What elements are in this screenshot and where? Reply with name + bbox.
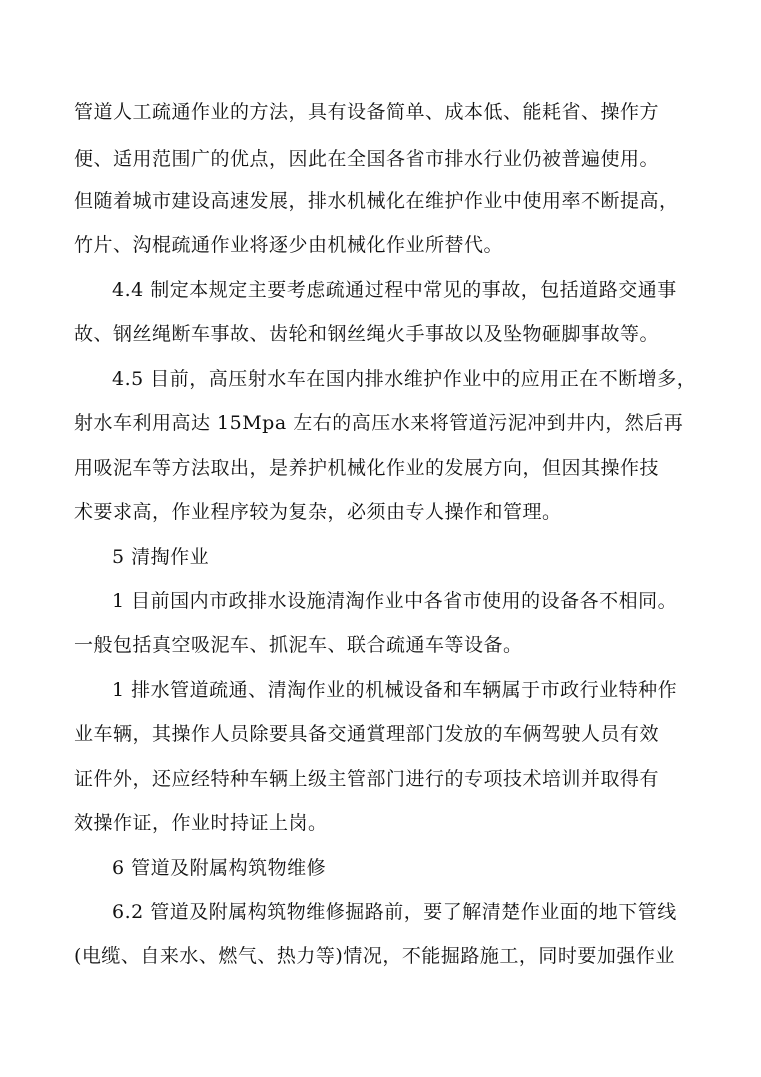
text-line: 1 排水管道疏通、清淘作业的机械设备和车辆属于市政行业特种作 <box>112 679 678 701</box>
text-line: (电缆、自来水、燃气、热力等)情况，不能掘路施工，同时要加强作业 <box>74 945 675 967</box>
text-line: 管道人工疏通作业的方法，具有设备简单、成本低、能耗省、操作方 <box>74 101 660 123</box>
text-line: 4.5 目前，高压射水车在国内排水维护作业中的应用正在不断增多， <box>112 368 697 390</box>
text-line: 但随着城市建设高速发展，排水机械化在维护作业中使用率不断提高， <box>74 190 679 212</box>
text-line: 1 目前国内市政排水设施清淘作业中各省市使用的设备各不相同。 <box>112 590 678 612</box>
section-heading: 6 管道及附属构筑物维修 <box>112 857 327 879</box>
text-line: 业车辆，其操作人员除要具备交通賞理部门发放的车俩驾驶人员有效 <box>74 723 660 745</box>
text-line: 效操作证，作业时持证上岗。 <box>74 812 328 834</box>
text-line: 便、适用范围广的优点，因此在全国各省市排水行业仍被普遍使用。 <box>74 148 660 170</box>
text-line: 竹片、沟棍疏通作业将逐少由机械化作业所替代。 <box>74 234 504 256</box>
section-heading: 5 清掏作业 <box>112 546 210 568</box>
text-line: 射水车利用高达 15Mpa 左右的高压水来将管道污泥冲到井内，然后再 <box>74 412 684 434</box>
text-line: 证件外，还应经特种车辆上级主管部门进行的专项技术培训并取得有 <box>74 768 660 790</box>
text-line: 4.4 制定本规定主要考虑疏通过程中常见的事故，包括道路交通事 <box>112 279 677 301</box>
text-line: 一般包括真空吸泥车、抓泥车、联合疏通车等设备。 <box>74 634 523 656</box>
text-line: 故、钢丝绳断车事故、齿轮和钢丝绳火手事故以及坠物砸脚事故等。 <box>74 323 660 345</box>
text-line: 6.2 管道及附属构筑物维修掘路前，要了解清楚作业面的地下管线 <box>112 901 677 923</box>
text-line: 术要求高，作业程序较为复杂，必须由专人操作和管理。 <box>74 501 562 523</box>
text-line: 用吸泥车等方法取出，是养护机械化作业的发展方向，但因其操作技 <box>74 457 660 479</box>
